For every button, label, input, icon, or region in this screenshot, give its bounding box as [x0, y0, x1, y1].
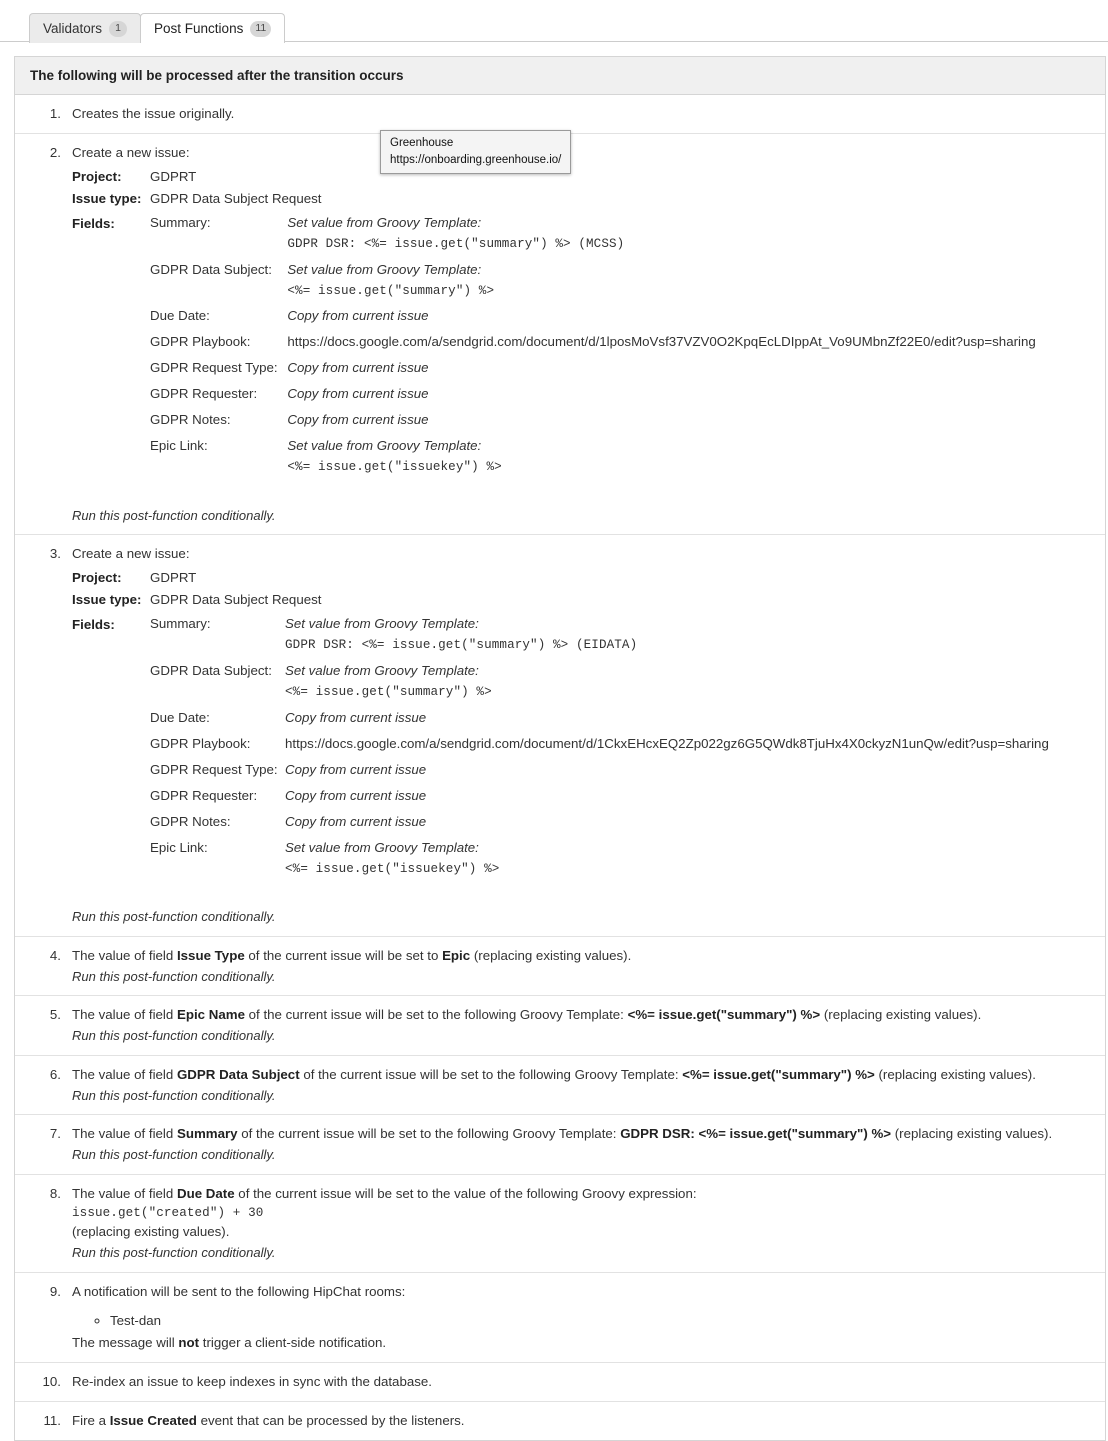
- item-6-value: <%= issue.get("summary") %>: [682, 1066, 875, 1082]
- item-3-field-7-code: <%= issue.get("issuekey") %>: [285, 861, 500, 876]
- table-row: [150, 436, 1093, 483]
- item-5-field: Epic Name: [176, 1007, 245, 1023]
- post-function-list: [15, 95, 1105, 1440]
- table-row: [150, 760, 1093, 786]
- item-2-field-0-mode: Set value from Groovy Template:: [287, 214, 482, 230]
- table-row: [150, 786, 1093, 812]
- project-label: Project:: [72, 570, 122, 586]
- post-function-item-7[interactable]: [15, 1115, 1105, 1174]
- item-5-conditional: Run this post-function conditionally.: [72, 1028, 276, 1044]
- item-2-project-value: GDPRT: [150, 168, 197, 184]
- item-3-field-5-name: GDPR Requester:: [150, 787, 258, 803]
- item-4-value: Epic: [442, 947, 471, 963]
- item-9-msg-pre: The message will: [72, 1334, 179, 1350]
- item-6-p2: of the current issue will be set to the following Groovy Template:: [299, 1066, 683, 1082]
- item-2-spacer: [72, 483, 1093, 505]
- item-8-p1: The value of field: [72, 1185, 177, 1201]
- item-2-issuetype-row: [72, 189, 1093, 209]
- item-4-p1: The value of field: [72, 947, 177, 963]
- item-6-p1: The value of field: [72, 1066, 177, 1082]
- item-9-room-list: [72, 1311, 1093, 1331]
- item-10-text: Re-index an issue to keep indexes in sync with the database.: [72, 1373, 432, 1389]
- item-2-field-6-name: GDPR Notes:: [150, 412, 231, 428]
- item-2-field-3-url: https://docs.google.com/a/sendgrid.com/document/d/1lposMoVsf37VZV0O2KpqEcLDIppAt_Vo9UMbnZf22E0/edit?usp=sharing: [287, 334, 1036, 350]
- item-2-field-6-mode: Copy from current issue: [287, 412, 429, 428]
- tab-validators[interactable]: [29, 13, 141, 43]
- issue-type-label: Issue type:: [72, 592, 142, 608]
- table-row: [150, 614, 1093, 661]
- table-row: [150, 812, 1093, 838]
- item-2-field-2-mode: Copy from current issue: [287, 308, 429, 324]
- item-2-field-2-name: Due Date:: [150, 308, 210, 324]
- item-3-field-5-mode: Copy from current issue: [285, 787, 427, 803]
- item-5-p2: of the current issue will be set to the following Groovy Template:: [244, 1007, 628, 1023]
- post-function-item-5[interactable]: [15, 996, 1105, 1055]
- tab-validators-label: Validators: [43, 21, 103, 36]
- item-3-title: Create a new issue:: [72, 546, 190, 562]
- item-6-description: [72, 1065, 1093, 1085]
- item-3-fields-block: [72, 614, 1093, 884]
- item-5-p3: (replacing existing values).: [820, 1007, 982, 1023]
- item-3-issuetype-row: [72, 590, 1093, 610]
- item-3-field-0-mode: Set value from Groovy Template:: [285, 616, 479, 632]
- item-8-p2: of the current issue will be set to the value of the following Groovy expression:: [234, 1185, 697, 1201]
- item-2-field-0-code: GDPR DSR: <%= issue.get("summary") %> (MCSS): [287, 236, 625, 251]
- item-3-field-4-mode: Copy from current issue: [285, 761, 427, 777]
- table-row: [150, 332, 1093, 358]
- table-row: [150, 838, 1093, 885]
- table-row: [150, 708, 1093, 734]
- item-2-project-row: [72, 167, 1093, 187]
- item-7-description: [72, 1124, 1093, 1144]
- tooltip-url: https://onboarding.greenhouse.io/: [390, 153, 562, 166]
- item-7-p2: of the current issue will be set to the following Groovy Template:: [237, 1126, 621, 1142]
- item-2-field-1-name: GDPR Data Subject:: [150, 261, 272, 277]
- item-3-field-2-name: Due Date:: [150, 709, 210, 725]
- item-2-field-3-name: GDPR Playbook:: [150, 334, 251, 350]
- post-functions-panel: [14, 56, 1106, 1441]
- item-3-field-0-name: Summary:: [150, 616, 211, 632]
- list-item: ◦ Test-dan: [110, 1311, 1093, 1331]
- item-7-field: Summary: [176, 1126, 238, 1142]
- item-11-p1: Fire a: [72, 1412, 110, 1428]
- item-3-project-value: GDPRT: [150, 570, 197, 586]
- item-2-conditional: Run this post-function conditionally.: [72, 507, 276, 523]
- item-8-description: [72, 1184, 1093, 1204]
- item-9-description: A notification will be sent to the following HipChat rooms:: [72, 1283, 406, 1299]
- table-row: [150, 410, 1093, 436]
- item-3-field-3-url: https://docs.google.com/a/sendgrid.com/document/d/1CkxEHcxEQ2Zp022gz6G5QWdk8TjuHx4X0ckyzN1unQw/edit?usp=sharing: [285, 735, 1049, 751]
- item-6-field: GDPR Data Subject: [176, 1066, 300, 1082]
- tab-list: [29, 0, 1108, 42]
- item-6-conditional: Run this post-function conditionally.: [72, 1087, 276, 1103]
- item-3-field-3-name: GDPR Playbook:: [150, 735, 251, 751]
- fields-label: Fields:: [72, 215, 115, 231]
- item-3-conditional: Run this post-function conditionally.: [72, 909, 276, 925]
- tooltip-title: Greenhouse: [390, 137, 454, 149]
- item-3-project-row: [72, 568, 1093, 588]
- item-2-issuetype-value: GDPR Data Subject Request: [150, 190, 322, 206]
- item-2-fields-block: [72, 213, 1093, 483]
- item-4-p2: of the current issue will be set to: [244, 947, 443, 963]
- item-4-description: [72, 946, 1093, 966]
- item-3-issuetype-value: GDPR Data Subject Request: [150, 592, 322, 608]
- item-3-field-1-code: <%= issue.get("summary") %>: [285, 685, 492, 699]
- item-3-field-2-mode: Copy from current issue: [285, 709, 427, 725]
- item-6-p3: (replacing existing values).: [874, 1066, 1036, 1082]
- table-row: [150, 213, 1093, 260]
- post-function-item-8[interactable]: [15, 1175, 1105, 1273]
- item-5-description: [72, 1005, 1093, 1025]
- item-8-conditional: Run this post-function conditionally.: [72, 1245, 276, 1261]
- item-3-fields-table: [150, 614, 1093, 884]
- tab-post-functions[interactable]: [140, 13, 285, 43]
- item-2-field-5-mode: Copy from current issue: [287, 386, 429, 402]
- item-2-fields-table: [150, 213, 1093, 483]
- tab-bar: [0, 0, 1108, 42]
- item-11-p2: event that can be processed by the listeners.: [196, 1412, 465, 1428]
- post-function-item-1[interactable]: [15, 95, 1105, 134]
- post-function-item-9[interactable]: [15, 1273, 1105, 1363]
- item-4-field: Issue Type: [176, 947, 245, 963]
- table-row: [150, 260, 1093, 307]
- item-1-text: Creates the issue originally.: [72, 106, 235, 121]
- table-row: [150, 306, 1093, 332]
- item-11-event: Issue Created: [109, 1412, 197, 1428]
- item-4-conditional: Run this post-function conditionally.: [72, 968, 276, 984]
- post-function-item-3[interactable]: [15, 535, 1105, 936]
- item-2-field-4-mode: Copy from current issue: [287, 360, 429, 376]
- item-7-conditional: Run this post-function conditionally.: [72, 1147, 276, 1163]
- item-8-code: issue.get("created") + 30: [72, 1205, 264, 1220]
- item-3-field-4-name: GDPR Request Type:: [150, 761, 278, 777]
- table-row: [150, 661, 1093, 708]
- item-3-field-7-mode: Set value from Groovy Template:: [285, 839, 479, 855]
- item-9-msg-post: trigger a client-side notification.: [199, 1334, 387, 1350]
- tab-post-functions-label: Post Functions: [154, 21, 244, 36]
- tab-validators-count: 1: [109, 21, 127, 37]
- item-2-title: Create a new issue:: [72, 144, 190, 160]
- item-3-field-6-name: GDPR Notes:: [150, 813, 231, 829]
- item-7-value: GDPR DSR: <%= issue.get("summary") %>: [620, 1126, 892, 1142]
- panel-header: The following will be processed after the transition occurs: [15, 57, 1105, 95]
- tab-post-functions-count: 11: [250, 21, 271, 37]
- post-function-item-11[interactable]: [15, 1402, 1105, 1440]
- item-7-p1: The value of field: [72, 1126, 177, 1142]
- item-2-field-5-name: GDPR Requester:: [150, 386, 258, 402]
- post-function-item-10[interactable]: [15, 1363, 1105, 1402]
- table-row: [150, 358, 1093, 384]
- table-row: [150, 734, 1093, 760]
- item-3-field-1-mode: Set value from Groovy Template:: [285, 663, 479, 679]
- item-2-field-4-name: GDPR Request Type:: [150, 360, 278, 376]
- post-function-item-2[interactable]: [15, 134, 1105, 535]
- post-function-item-6[interactable]: [15, 1056, 1105, 1115]
- item-2-field-7-name: Epic Link:: [150, 438, 208, 454]
- item-2-field-7-mode: Set value from Groovy Template:: [287, 438, 482, 454]
- post-function-item-4[interactable]: [15, 937, 1105, 996]
- item-3-field-0-code: GDPR DSR: <%= issue.get("summary") %> (EIDATA): [285, 638, 638, 653]
- project-label: Project:: [72, 168, 122, 184]
- item-9-message: [72, 1333, 1093, 1353]
- item-3-spacer: [72, 884, 1093, 906]
- item-2-field-1-code: <%= issue.get("summary") %>: [287, 283, 495, 298]
- item-2-field-1-mode: Set value from Groovy Template:: [287, 261, 482, 277]
- item-3-field-7-name: Epic Link:: [150, 839, 208, 855]
- issue-type-label: Issue type:: [72, 190, 142, 206]
- item-5-p1: The value of field: [72, 1007, 177, 1023]
- item-3-field-6-mode: Copy from current issue: [285, 813, 427, 829]
- item-8-field: Due Date: [176, 1185, 235, 1201]
- item-5-value: <%= issue.get("summary") %>: [627, 1007, 821, 1023]
- item-4-p3: (replacing existing values).: [470, 947, 632, 963]
- link-tooltip: [380, 130, 571, 174]
- item-9-msg-bold: not: [178, 1334, 200, 1350]
- item-8-p3: (replacing existing values).: [72, 1224, 230, 1240]
- item-7-p3: (replacing existing values).: [891, 1126, 1053, 1142]
- item-3-field-1-name: GDPR Data Subject:: [150, 663, 272, 679]
- table-row: [150, 384, 1093, 410]
- item-2-field-7-code: <%= issue.get("issuekey") %>: [287, 460, 502, 475]
- fields-label: Fields:: [72, 617, 115, 633]
- item-2-field-0-name: Summary:: [150, 214, 211, 230]
